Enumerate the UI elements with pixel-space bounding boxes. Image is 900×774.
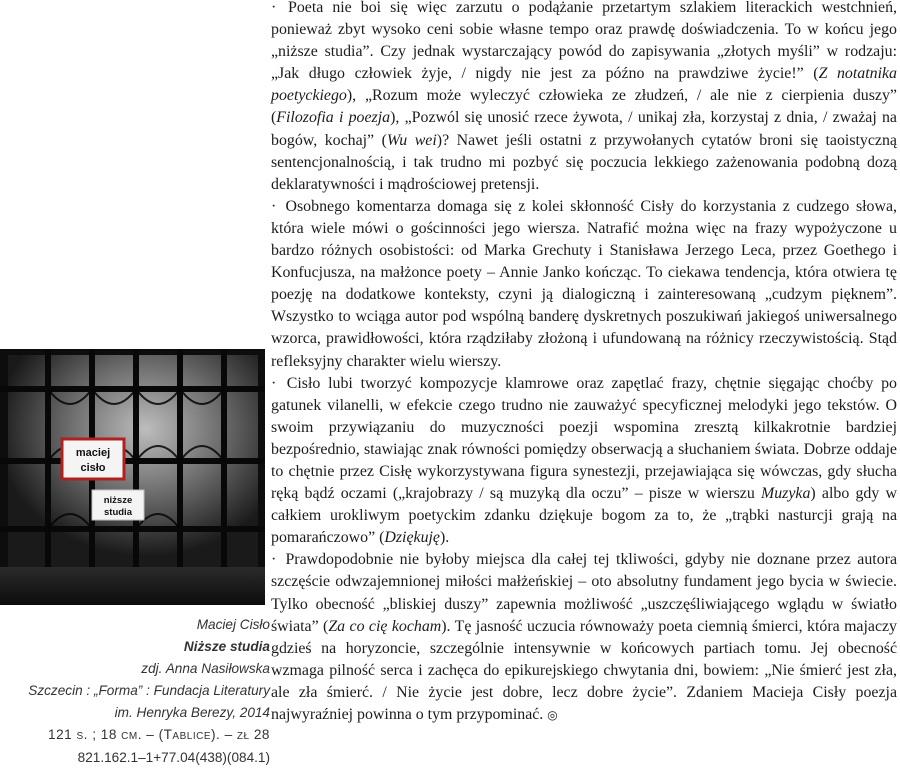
end-of-article-mark: ◎ <box>547 708 558 722</box>
book-cover-image <box>0 349 265 605</box>
physical-description: 121 s. ; 18 cm. – (Tablice). – zł 28 <box>48 727 270 743</box>
review-paragraph: · Osobnego komentarza domaga się z kolei skłonność Cisły do korzystania z cudzego słowa, która wiele mówi o gościnności jego wiersza. Natrafić można więc na frazy wypożyczone u bardzo różnych osobistości: od Marka Grechuty i Stanisława Jerzego Leca, przez Goethego i Konfucjusza, na małżonce poety – Annie Janko kończąc. To ciekawa tendencja, która otwiera tę poezję na dodatkowe konteksty, czyni ją dialogiczną i zainteresowaną „cudzym pięknem”. Wszystko to wciąga autor pod wspólną banderę dyskretnych poszukiwań jakiegoś uniwersalnego wzorca, prawidłowości, która rządziłaby złożoną i ufundowaną na różnicy rzeczywistością. Stąd refleksyjny charakter wielu wierszy. <box>271 197 897 370</box>
publisher-line-2: im. Henryka Berezy, 2014 <box>114 705 270 721</box>
review-paragraph: · Prawdopodobnie nie byłoby miejsca dla całej tej tkliwości, gdyby nie doznane przez autora szczęście odwzajemnionej miłości małżeńskiej – oto absolutny fundament jego bycia w świecie. Tylko obecność „bliskiej duszy” zapewnia możliwość „uszczęśliwiającego wglądu w światło świata” (Za co cię kocham). Tę jasność uczucia równoważy poeta ciemnią śmierci, która majaczy gdzieś na horyzoncie, szczególnie intensywnie w końcowych partiach tomu. Jej obecność wzmaga pilność serca i zachęca do epikurejskiego chwytania dni, bowiem: „Nie śmierć jest zła, ale zła śmierć. / Nie życie jest dobre, lecz dobre życie”. Zdaniem Macieja Cisły poezja najwyraźniej powinna o tym przypominać. ◎ <box>271 551 897 723</box>
cited-poem-title: Filozofia i poezja <box>276 109 391 127</box>
publisher-line-1: Szczecin : „Forma” : Fundacja Literatury <box>28 683 270 699</box>
cover-subtitle-line1: niższe <box>103 495 133 506</box>
cover-subtitle-line2: studia <box>104 507 132 518</box>
photo-credit: zdj. Anna Nasiłowska <box>141 661 270 677</box>
book-title: Niższe studia <box>183 639 270 655</box>
paragraph-bullet: · <box>271 197 277 215</box>
cover-title-line1: maciej <box>75 447 111 459</box>
paragraph-bullet: · <box>271 374 277 392</box>
cover-title-label <box>62 439 124 479</box>
book-metadata <box>0 614 270 769</box>
cited-poem-title: Z notatnika poetyckiego <box>271 65 897 105</box>
review-paragraph: · Poeta nie boi się więc zarzutu o podążanie przetartym szlakiem literackich westchnień, ponieważ zbyt wysoko ceni sobie własne tempo oraz prawdę doświadczenia. To w końcu jego „niższe studia”. Czy jednak wystarczający powód do zapisywania „złotych myśli” w rodzaju: „Jak długo człowiek żyje, / nigdy nie jest za późno na prawdziwe życie!” (Z notatnika poetyckiego), „Rozum może wyleczyć człowieka ze złudzeń, / ale nie z cierpienia duszy” (Filozofia i poezja), „Pozwól się unosić rzece żywota, / unikaj zła, korzystaj z dnia, / zważaj na bogów, kochaj” (Wu wei)? Nawet jeśli ostatni z przywołanych cytatów broni się taoistyczną sentencjonalnością, i tak trudno mi pozbyć się poczucia lekkiego zażenowania podobną dozą deklaratywności i mądrościowej pretensji. <box>271 0 897 196</box>
cited-poem-title: Muzyka <box>761 485 811 503</box>
classification-code: 821.162.1–1+77.04(438)(084.1) <box>77 749 270 765</box>
cited-poem-title: Za co cię kocham <box>328 617 442 635</box>
cover-title-line2: cisło <box>80 462 106 474</box>
paragraph-bullet: · <box>271 551 277 569</box>
cited-poem-title: Dziękuję <box>384 529 440 547</box>
review-text <box>271 0 897 726</box>
paragraph-bullet: · <box>271 0 277 16</box>
cited-poem-title: Wu wei <box>386 131 437 149</box>
book-author: Maciej Cisło <box>196 617 270 632</box>
review-paragraph: · Cisło lubi tworzyć kompozycje klamrowe oraz zapętlać frazy, chętnie sięgając choćby po gatunek vilanelli, w efekcie czego trudno nie zauważyć specyficznej melodyki jego tekstów. O swoim przywiązaniu do muzyczności poezji wspomina zresztą kilkakrotnie bardziej bezpośrednio, stawiając znak równości pomiędzy obserwacją a słuchaniem świata. Dobrze oddaje to chętnie przez Cisłę wykorzystywana figura synestezji, przejawiająca się wówczas, gdy słucha ręką bądź oczami („krajobrazy / są muzyką dla oczu” – pisze w wierszu Muzyka) albo gdy w całkiem urokliwym poetyckim zdanku dziękuje bogom za to, że „trąbki nasturcji grają na pomarańczowo” (Dziękuję). <box>271 374 897 547</box>
cover-subtitle-label <box>92 490 144 520</box>
